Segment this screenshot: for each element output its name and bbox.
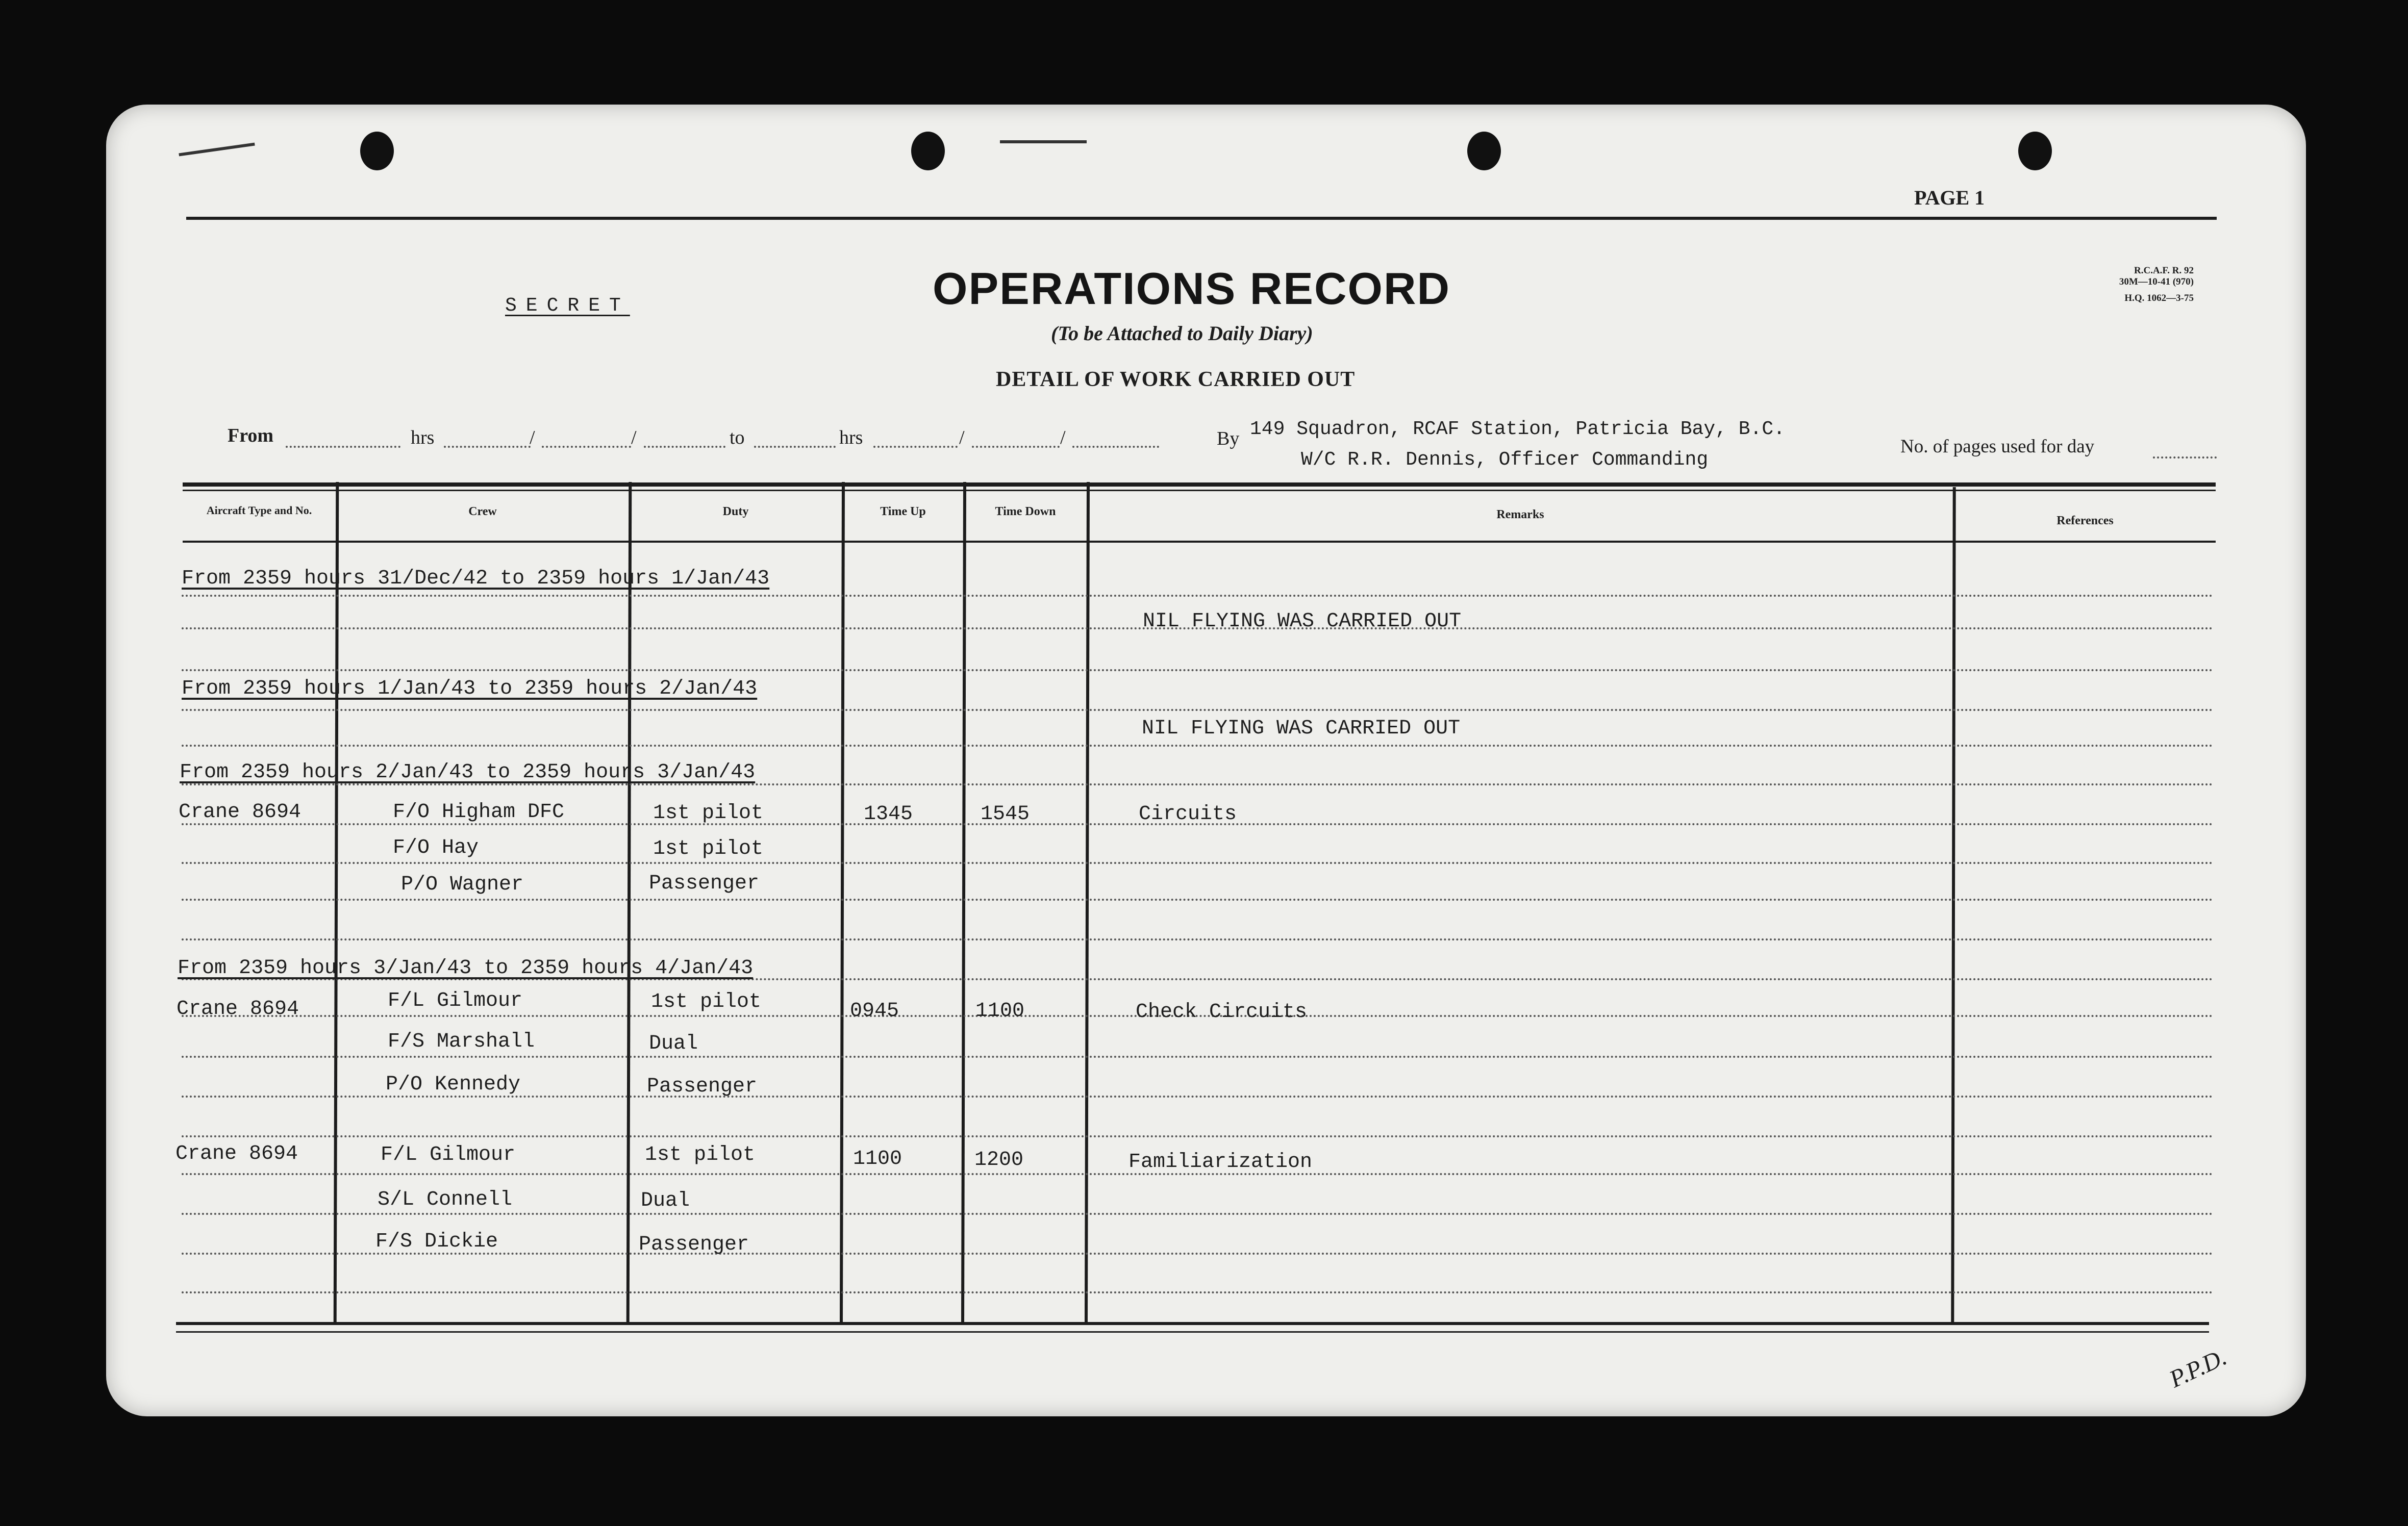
remarks-cell: Check Circuits — [1136, 1001, 1308, 1024]
column-header-duty: Duty — [722, 505, 749, 518]
time-up-cell: 0945 — [850, 1000, 899, 1023]
crew-cell: F/L Gilmour — [381, 1143, 516, 1166]
punch-hole — [2018, 132, 2052, 170]
date-separator: / — [530, 427, 535, 448]
form-code — [2046, 265, 2194, 304]
crew-cell: F/L Gilmour — [388, 989, 523, 1012]
period-heading: From 2359 hours 3/Jan/43 to 2359 hours 4/Jan/43 — [178, 957, 754, 980]
crew-cell: P/O Wagner — [401, 873, 524, 896]
aircraft-cell: Crane 8694 — [179, 801, 302, 824]
handwritten-initials: P.P.D. — [2165, 1343, 2231, 1393]
aircraft-cell: Crane 8694 — [177, 998, 299, 1021]
duty-cell: Dual — [641, 1189, 690, 1212]
time-up-cell: 1100 — [853, 1148, 902, 1171]
table-bottom-rule — [176, 1322, 2209, 1325]
punch-hole — [360, 132, 394, 170]
column-header-aircraft: Aircraft Type and No. — [206, 504, 312, 517]
to-label: to — [730, 427, 745, 448]
duty-cell: 1st pilot — [645, 1143, 756, 1166]
date-separator: / — [959, 427, 965, 448]
time-down-cell: 1545 — [981, 803, 1030, 826]
period-heading: From 2359 hours 1/Jan/43 to 2359 hours 2/Jan/43 — [182, 677, 758, 700]
hrs-label: hrs — [411, 427, 435, 448]
form-subtitle: (To be Attached to Daily Diary) — [1051, 322, 1313, 345]
remarks-cell: NIL FLYING WAS CARRIED OUT — [1142, 717, 1461, 740]
from-label: From — [228, 425, 274, 446]
table-top-rule — [183, 482, 2216, 487]
detail-heading: DETAIL OF WORK CARRIED OUT — [996, 368, 1356, 391]
time-down-cell: 1200 — [974, 1149, 1024, 1172]
time-up-cell: 1345 — [864, 803, 913, 826]
classification-stamp: SECRET — [505, 295, 630, 317]
remarks-cell: Familiarization — [1128, 1151, 1313, 1174]
duty-cell: Dual — [649, 1032, 698, 1055]
duty-cell: 1st pilot — [651, 990, 762, 1013]
crew-cell: F/S Marshall — [388, 1030, 535, 1053]
period-heading: From 2359 hours 2/Jan/43 to 2359 hours 3/Jan/43 — [180, 761, 756, 784]
column-header-crew: Crew — [468, 505, 497, 518]
form-code-line: R.C.A.F. R. 92 — [2134, 265, 2194, 276]
remarks-cell: Circuits — [1139, 803, 1237, 826]
aircraft-cell: Crane 8694 — [175, 1142, 298, 1165]
pencil-mark — [1000, 140, 1087, 143]
remarks-cell: NIL FLYING WAS CARRIED OUT — [1143, 610, 1462, 633]
duty-cell: Passenger — [639, 1233, 749, 1256]
form-code-line: 30M—10-41 (970) — [2119, 276, 2194, 287]
column-header-time-up: Time Up — [880, 505, 926, 518]
crew-cell: P/O Kennedy — [386, 1073, 521, 1096]
duty-cell: 1st pilot — [653, 837, 764, 860]
hrs-label: hrs — [839, 427, 863, 448]
table-header-rule — [183, 541, 2216, 543]
form-code-line: H.Q. 1062—3-75 — [2124, 293, 2194, 303]
pages-label: No. of pages used for day — [1900, 436, 2095, 457]
duty-cell: Passenger — [649, 872, 760, 895]
time-down-cell: 1100 — [975, 1000, 1025, 1023]
column-header-remarks: Remarks — [1496, 508, 1544, 521]
crew-cell: F/S Dickie — [375, 1230, 498, 1253]
top-rule — [186, 217, 2217, 220]
by-label: By — [1217, 428, 1240, 449]
duty-cell: Passenger — [647, 1075, 758, 1098]
punch-hole — [911, 132, 945, 170]
column-header-references: References — [2056, 514, 2114, 527]
crew-cell: F/O Higham DFC — [393, 801, 565, 824]
period-heading: From 2359 hours 31/Dec/42 to 2359 hours 1/Jan/43 — [182, 567, 770, 590]
column-header-time-down: Time Down — [995, 505, 1056, 518]
punch-hole — [1467, 132, 1501, 170]
date-separator: / — [1060, 427, 1066, 448]
page-number: PAGE 1 — [1914, 186, 1985, 209]
crew-cell: S/L Connell — [378, 1188, 513, 1211]
duty-cell: 1st pilot — [653, 802, 764, 825]
form-title: OPERATIONS RECORD — [933, 263, 1451, 314]
by-officer: W/C R.R. Dennis, Officer Commanding — [1301, 449, 1709, 471]
by-unit: 149 Squadron, RCAF Station, Patricia Bay, B.C. — [1250, 418, 1785, 440]
crew-cell: F/O Hay — [393, 836, 479, 859]
date-separator: / — [631, 427, 637, 448]
